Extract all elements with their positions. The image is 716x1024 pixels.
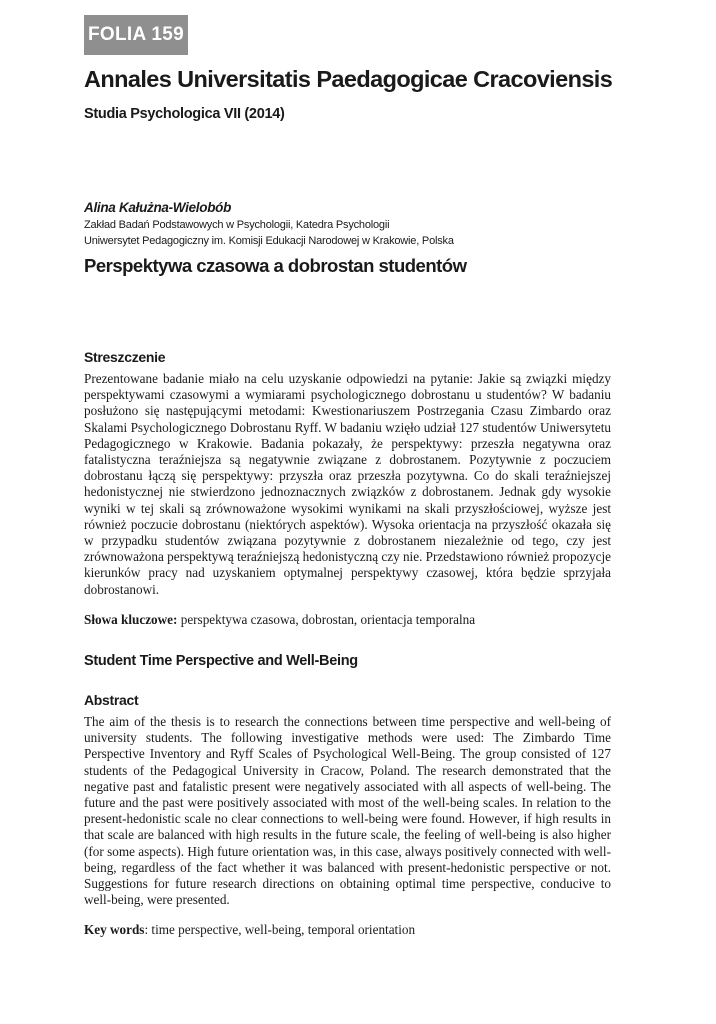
abstract-pl-heading: Streszczenie (84, 349, 166, 365)
abstract-en-text: The aim of the thesis is to research the connections between time perspective and well-being of university students. The following investigative methods were used: The Zimbardo Time Perspective Inventory and Ryff Scales of Psychological Well-Being. The group consisted of 127 students of the Pedagogical University in Cracow, Poland. The research demonstrated that the negative past and fatalistic present were negatively associated with all aspects of well-being. The future and the past were positively associated with most of the well-being scales. In relation to the present-hedonistic scale no clear connections to well-being were found. However, if high results in that scale are balanced with high results in the future scale, the feeling of well-being is also higher (for some aspects). High future orientation was, in this case, always positively connected with well-being, regardless of the fact whether it was balanced with present-hedonistic perspective or not. Suggestions for future research directions on obtaining optimal time perspective, conducive to well-being, were presented. (84, 714, 611, 908)
author-name: Alina Kałużna-Wielobób (84, 200, 232, 215)
keywords-pl-values: perspektywa czasowa, dobrostan, orientacja temporalna (177, 612, 476, 627)
abstract-en-heading: Abstract (84, 692, 139, 708)
journal-title: Annales Universitatis Paedagogicae Cracoviensis (84, 66, 613, 92)
keywords-en-label: Key words (84, 922, 145, 937)
keywords-pl-label: Słowa kluczowe: (84, 612, 178, 627)
keywords-en-values: : time perspective, well-being, temporal orientation (144, 922, 416, 937)
keywords-en (84, 922, 611, 938)
article-title-en: Student Time Perspective and Well-Being (84, 653, 358, 669)
affiliation-line-1: Zakład Badań Podstawowych w Psychologii, Katedra Psychologii (84, 219, 390, 231)
keywords-pl (84, 612, 611, 628)
affiliation-line-2: Uniwersytet Pedagogiczny im. Komisji Edukacji Narodowej w Krakowie, Polska (84, 235, 454, 247)
series-title: Studia Psychologica VII (2014) (84, 106, 285, 122)
article-title-pl: Perspektywa czasowa a dobrostan studentów (84, 255, 467, 276)
folio-badge: FOLIA 159 (84, 15, 188, 55)
abstract-pl-text: Prezentowane badanie miało na celu uzyskanie odpowiedzi na pytanie: Jakie są związki między perspektywami czasowymi a wymiarami psychologicznego dobrostanu u studentów? W badaniu posłużono się następującymi metodami: Kwestionariuszem Postrzegania Czasu Zimbardo oraz Skalami Psychologicznego Dobrostanu Ryff. W badaniu wzięło udział 127 studentów Uniwersytetu Pedagogicznego w Krakowie. Badania pokazały, że perspektywy: przeszła negatywna oraz fatalistyczna teraźniejsza są negatywnie związane z dobrostanem. Pozytywnie z poczuciem dobrostanu łączą się perspektywy: przyszła oraz przeszła pozytywna. Co do skali teraźniejszej hedonistycznej nie stwierdzono jednoznacznych związków z dobrostanem. Jednak gdy wysokie wyniki w tej skali są zrównoważone wysokimi wynikami na skali przyszłościowej, wyższe jest również poczucie dobrostanu (niektórych aspektów). Wysoka orientacja na przyszłość okazała się w przypadku studentów związana pozytywnie z dobrostanem niezależnie od tego, czy jest zrównoważona perspektywą teraźniejszą hedonistyczną czy nie. Przedstawiono również propozycje kierunków pracy nad uzyskaniem optymalnej perspektywy czasowej, która będzie sprzyjała dobrostanowi. (84, 371, 611, 597)
